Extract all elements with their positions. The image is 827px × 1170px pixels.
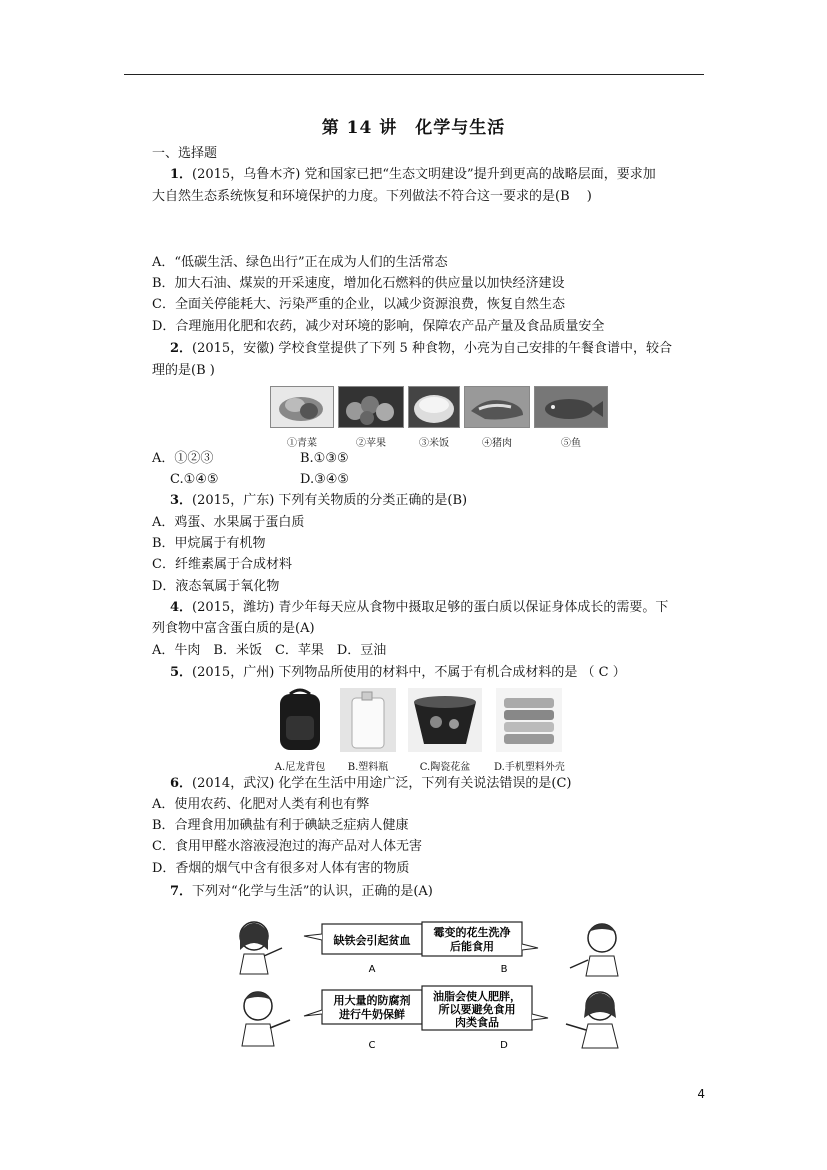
bubble-b-text-2: 后能食用 <box>450 940 494 953</box>
material-photo-pot <box>408 688 482 773</box>
question-2-line-1 <box>170 340 672 358</box>
plastic-bottle-image <box>340 688 396 752</box>
material-photo-backpack <box>272 688 328 773</box>
cartoon-boy-b <box>570 924 618 976</box>
question-4-options: A．牛肉 B．米饭 C．苹果 D．豆油 <box>152 643 387 658</box>
question-3-option-b: B．甲烷属于有机物 <box>152 536 266 551</box>
page-title: 第 14 讲 化学与生活 <box>321 118 506 138</box>
fish-image <box>534 386 608 428</box>
food-photos <box>270 386 608 449</box>
food-photo-pork <box>464 386 530 449</box>
caption-bottle: B.塑料瓶 <box>347 762 389 773</box>
vegetable-image <box>270 386 334 428</box>
question-5-number: 5． <box>170 665 193 680</box>
caption-pork: ④猪肉 <box>482 438 512 449</box>
caption-apple: ②苹果 <box>356 438 386 449</box>
question-2-option-b: B.①③⑤ <box>300 451 349 466</box>
bubble-b-text-1: 霉变的花生洗净 <box>433 926 511 939</box>
question-6-number: 6． <box>170 776 193 791</box>
caption-phone-case: D.手机塑料外壳 <box>494 762 565 773</box>
question-7-line-1 <box>170 883 433 901</box>
question-6-option-b: B．合理食用加碘盐有利于碘缺乏症病人健康 <box>152 818 409 833</box>
question-1-option-c: C．全面关停能耗大、污染严重的企业，以减少资源浪费，恢复自然生态 <box>152 297 565 312</box>
question-5-line-1 <box>170 664 626 682</box>
bubble-d-text-2: 所以要避免食用 <box>438 1003 516 1016</box>
header-rule <box>124 74 704 75</box>
bubble-d-text-1: 油脂会使人肥胖， <box>433 990 521 1003</box>
question-3-option-c: C．纤维素属于合成材料 <box>152 557 292 572</box>
caption-backpack: A.尼龙背包 <box>274 762 326 773</box>
page-number: 4 <box>697 1087 705 1101</box>
bubble-c-text-1: 用大量的防腐剂 <box>333 994 411 1007</box>
food-photo-vegetable <box>270 386 334 449</box>
section-heading: 一、选择题 <box>152 146 218 161</box>
caption-rice: ③米饭 <box>419 438 449 449</box>
food-photo-rice <box>408 386 460 449</box>
question-6-line-1 <box>170 775 572 793</box>
question-3-number: 3． <box>170 493 193 508</box>
bubble-c-text-2: 进行牛奶保鲜 <box>339 1008 405 1021</box>
question-2-option-a: A．①②③ <box>152 451 214 466</box>
question-2-text: (2015，安徽) 学校食堂提供了下列 5 种食物，小亮为自己安排的午餐食谱中，较合 <box>192 341 672 356</box>
question-2-option-c: C.①④⑤ <box>170 472 219 487</box>
question-4-line-1 <box>170 599 668 617</box>
question-6-option-d: D．香烟的烟气中含有很多对人体有害的物质 <box>152 861 410 876</box>
apple-image <box>338 386 404 428</box>
caption-fish: ⑤鱼 <box>561 438 581 449</box>
question-1-number: 1． <box>170 167 193 182</box>
cartoon-girl-a <box>240 922 282 974</box>
question-3-line-1 <box>170 492 467 510</box>
question-1-option-a: A．“低碳生活、绿色出行”正在成为人们的生活常态 <box>152 255 448 270</box>
label-b: B <box>500 964 508 975</box>
label-c: C <box>368 1040 376 1051</box>
question-6-text: (2014，武汉) 化学在生活中用途广泛，下列有关说法错误的是(C) <box>192 776 572 791</box>
question-1-option-b: B．加大石油、煤炭的开采速度，增加化石燃料的供应量以加快经济建设 <box>152 276 565 291</box>
bubble-d-text-3: 肉类食品 <box>455 1016 499 1029</box>
material-photos <box>272 688 565 773</box>
food-photo-fish <box>534 386 608 449</box>
question-7-number: 7． <box>170 884 193 899</box>
label-d: D <box>500 1040 508 1051</box>
question-1-text: (2015，乌鲁木齐) 党和国家已把“生态文明建设”提升到更高的战略层面，要求加 <box>192 167 656 182</box>
question-3-option-a: A．鸡蛋、水果属于蛋白质 <box>152 515 305 530</box>
pork-image <box>464 386 530 428</box>
label-a: A <box>368 964 376 975</box>
question-4-text: (2015，潍坊) 青少年每天应从食物中摄取足够的蛋白质以保证身体成长的需要。下 <box>192 600 669 615</box>
question-7-text: 下列对“化学与生活”的认识，正确的是(A) <box>192 884 433 899</box>
phone-case-image <box>496 688 562 752</box>
material-photo-bottle <box>340 688 396 773</box>
question-4-line-2: 列食物中富含蛋白质的是(A) <box>152 621 315 636</box>
ceramic-pot-image <box>408 688 482 752</box>
backpack-image <box>272 688 328 752</box>
cartoon-girl-d <box>566 992 618 1048</box>
question-1-line-1 <box>170 166 656 184</box>
caption-vegetable: ①青菜 <box>287 438 317 449</box>
cartoon-boy-c <box>242 992 290 1046</box>
question-3-option-d: D．液态氧属于氧化物 <box>152 579 280 594</box>
question-6-option-a: A．使用农药、化肥对人类有利也有弊 <box>152 797 370 812</box>
question-1-option-d: D．合理施用化肥和农药，减少对环境的影响，保障农产品产量及食品质量安全 <box>152 319 605 334</box>
question-3-text: (2015，广东) 下列有关物质的分类正确的是(B) <box>192 493 468 508</box>
food-photo-apple <box>338 386 404 449</box>
question-1-line-2: 大自然生态系统恢复和环境保护的力度。下列做法不符合这一要求的是(B ) <box>152 189 592 204</box>
question-6-option-c: C．食用甲醛水溶液浸泡过的海产品对人体无害 <box>152 839 422 854</box>
cartoon-illustration <box>232 914 632 1064</box>
question-4-number: 4． <box>170 600 193 615</box>
material-photo-phone-case <box>494 688 565 773</box>
question-5-text: (2015，广州) 下列物品所使用的材料中，不属于有机合成材料的是 （ C ） <box>192 665 626 680</box>
question-2-option-d: D.③④⑤ <box>300 472 350 487</box>
rice-image <box>408 386 460 428</box>
question-2-line-2: 理的是(B ) <box>152 363 215 378</box>
question-2-number: 2． <box>170 341 193 356</box>
caption-pot: C.陶瓷花盆 <box>419 762 471 773</box>
bubble-a-text-1: 缺铁会引起贫血 <box>333 934 411 947</box>
